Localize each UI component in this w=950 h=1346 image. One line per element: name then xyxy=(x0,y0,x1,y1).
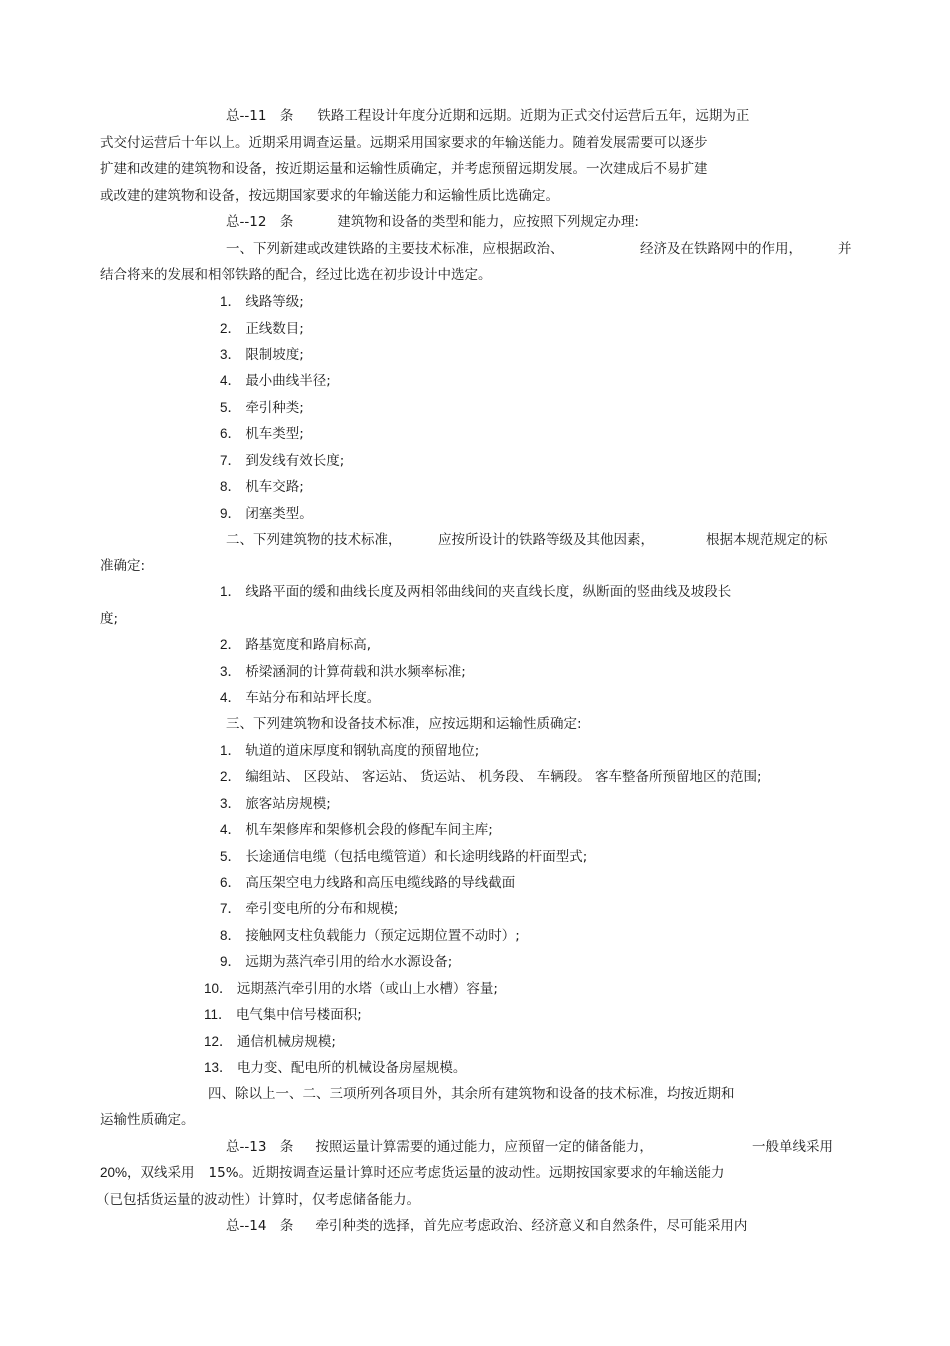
list-item: 1． 线路等级; xyxy=(220,294,304,310)
list-item: 2． 编组站、 区段站、 客运站、 货运站、 机务段、 车辆段。 客车整备所预留地区的范围; xyxy=(220,769,762,785)
list-item: 9． 远期为蒸汽牵引用的给水水源设备; xyxy=(220,954,453,970)
part-4-line-2: 运输性质确定。 xyxy=(100,1112,195,1128)
part-1-line-1b: 经济及在铁路网中的作用， xyxy=(640,241,802,257)
list-item: 1． 线路平面的缓和曲线长度及两相邻曲线间的夹直线长度，纵断面的竖曲线及坡段长 xyxy=(220,584,732,600)
list-item: 9． 闭塞类型。 xyxy=(220,506,313,522)
list-item: 4． 最小曲线半径; xyxy=(220,373,331,389)
list-item: 3． 桥梁涵洞的计算荷载和洪水频率标准; xyxy=(220,664,466,680)
list-item: 3． 旅客站房规模; xyxy=(220,796,331,812)
article-13-line-2: 20%，双线采用 15%。近期按调查运量计算时还应考虑货运量的波动性。远期按国家要求的年输送能力 xyxy=(100,1165,725,1181)
part-3-heading: 三、下列建筑物和设备技术标准，应按远期和运输性质确定: xyxy=(226,716,582,732)
list-item-continuation: 度; xyxy=(100,611,119,627)
list-item: 12． 通信机械房规模; xyxy=(204,1034,336,1050)
list-item: 2． 正线数目; xyxy=(220,321,304,337)
list-item: 5． 牵引种类; xyxy=(220,400,304,416)
list-item: 10． 远期蒸汽牵引用的水塔（或山上水槽）容量; xyxy=(204,981,498,997)
article-11-line-2: 式交付运营后十年以上。近期采用调查运量。远期采用国家要求的年输送能力。随着发展需要可以逐步 xyxy=(100,135,708,151)
article-13-heading: 总--13 条 xyxy=(226,1139,294,1155)
list-item: 7． 牵引变电所的分布和规模; xyxy=(220,901,399,917)
article-11-line-1: 总--11 条 铁路工程设计年度分近期和远期。近期为正式交付运营后五年，远期为正 xyxy=(226,108,750,124)
list-item: 1． 轨道的道床厚度和钢轨高度的预留地位; xyxy=(220,743,480,759)
part-4-line-1: 四、除以上一、二、三项所列各项目外，其余所有建筑物和设备的技术标准，均按近期和 xyxy=(208,1086,735,1102)
article-14-line-1: 总--14 条 牵引种类的选择，首先应考虑政治、经济意义和自然条件，尽可能采用内 xyxy=(226,1218,748,1234)
part-2-line-1b: 应按所设计的铁路等级及其他因素， xyxy=(438,532,654,548)
list-item: 2． 路基宽度和路肩标高, xyxy=(220,637,372,653)
list-item: 5． 长途通信电缆（包括电缆管道）和长途明线路的杆面型式; xyxy=(220,849,588,865)
article-12-line-1: 总--12 条 建筑物和设备的类型和能力，应按照下列规定办理: xyxy=(226,214,639,230)
list-item: 13． 电力变、配电所的机械设备房屋规模。 xyxy=(204,1060,467,1076)
part-1-line-1c: 并 xyxy=(838,241,852,257)
list-item: 3． 限制坡度; xyxy=(220,347,304,363)
list-item: 11． 电气集中信号楼面积; xyxy=(204,1007,362,1023)
part-2-line-2: 准确定: xyxy=(100,558,146,574)
article-13-line-3: （已包括货运量的波动性）计算时，仅考虑储备能力。 xyxy=(96,1192,420,1208)
article-11-heading: 总--11 条 xyxy=(226,108,294,124)
list-item: 6． 机车类型; xyxy=(220,426,304,442)
part-2-line-1: 二、下列建筑物的技术标准， xyxy=(226,532,402,548)
article-11-line-4: 或改建的建筑物和设备，按远期国家要求的年输送能力和运输性质比选确定。 xyxy=(100,188,559,204)
list-item: 7． 到发线有效长度; xyxy=(220,453,345,469)
list-item: 6． 高压架空电力线路和高压电缆线路的导线截面 xyxy=(220,875,516,891)
list-item: 8． 接触网支柱负载能力（预定远期位置不动时）; xyxy=(220,928,520,944)
list-item: 4． 机车架修库和架修机会段的修配车间主库; xyxy=(220,822,493,838)
article-13-line-1b: 一般单线采用 xyxy=(752,1139,833,1155)
article-11-line-3: 扩建和改建的建筑物和设备，按近期运量和运输性质确定，并考虑预留远期发展。一次建成后不易扩建 xyxy=(100,161,708,177)
part-2-line-1c: 根据本规范规定的标 xyxy=(706,532,828,548)
article-13-line-1: 总--13 条 按照运量计算需要的通过能力，应预留一定的储备能力， xyxy=(226,1139,653,1155)
list-item: 8． 机车交路; xyxy=(220,479,304,495)
part-1-line-2: 结合将来的发展和相邻铁路的配合，经过比选在初步设计中选定。 xyxy=(100,267,492,283)
article-12-heading: 总--12 条 xyxy=(226,214,294,230)
list-item: 4． 车站分布和站坪长度。 xyxy=(220,690,381,706)
article-14-heading: 总--14 条 xyxy=(226,1218,294,1234)
part-1-line-1: 一、下列新建或改建铁路的主要技术标准，应根据政治、 xyxy=(226,241,564,257)
